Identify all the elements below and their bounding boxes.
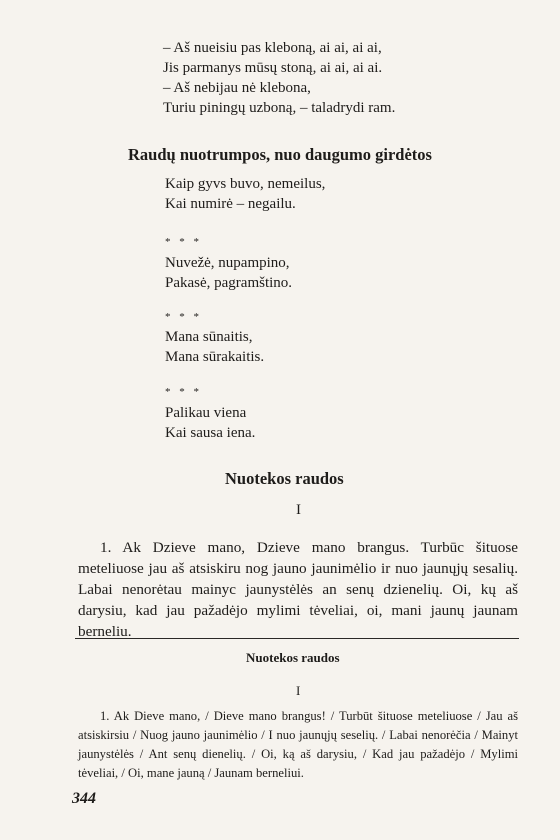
- verse-line: – Aš nebijau nė klebona,: [163, 80, 311, 96]
- verse-line: Mana sūnaitis,: [165, 329, 253, 345]
- section-heading-laments: Nuotekos raudos: [225, 469, 344, 488]
- verse-line: Turiu piningų uzboną, – taladrydi ram.: [163, 100, 396, 116]
- stanza-3: [165, 327, 264, 367]
- stanza-2: [165, 253, 292, 293]
- stanza-4: [165, 403, 255, 443]
- verse-line: Jis parmanys mūsų stoną, ai ai, ai ai.: [163, 60, 383, 76]
- verse-line: Kaip gyvs buvo, nemeilus,: [165, 176, 326, 192]
- stanza-1: [165, 174, 325, 214]
- verse-line: Pakasė, pagramštino.: [165, 275, 293, 291]
- footnote-roman-numeral: I: [296, 683, 301, 698]
- verse-line: – Aš nueisiu pas kleboną, ai ai, ai ai,: [163, 40, 382, 56]
- roman-numeral: I: [296, 502, 301, 518]
- stanza-separator: * * *: [165, 236, 202, 248]
- verse-line: Kai sausa iena.: [165, 425, 256, 441]
- main-paragraph: [78, 537, 518, 642]
- footnote-divider: [75, 638, 519, 639]
- verse-line: Nuvežė, nupampino,: [165, 255, 290, 271]
- footnote-paragraph: 1. Ak Dieve mano, / Dieve mano brangus! / Turbūt šituose meteliuose / Jau aš atsiskirsiu / Nuog jauno jaunimėlio / I nuo jaunųjų seselių. / Labai nenorėčia / Mainyt jaunystėlės / Ant senų dienelių. / Oi, ką aš darysiu, / Kad jau pažadėjo / Mylimi tėveliai, / Oi, mane jauną / Jaunam berneliui.: [78, 709, 518, 780]
- page-number: 344: [72, 790, 96, 807]
- verse-line: Mana sūrakaitis.: [165, 349, 265, 365]
- stanza-separator: * * *: [165, 386, 202, 398]
- verse-line: Kai numirė – negailu.: [165, 196, 296, 212]
- stanza-separator: * * *: [165, 311, 202, 323]
- footnote-heading: Nuotekos raudos: [246, 650, 340, 665]
- paragraph-text: 1. Ak Dzieve mano, Dzieve mano brangus. Turbūc šituose meteliuose jau aš atsiskiru nog jauno jaunimėlio ir nuo jaunųjų sesalių. Labai nenorėtau mainyc jaunystėlės an senų dzienelių. Oi, kų aš darysiu, kad jau pažadėjo mylimi tėveliai, oi, mani jaunų jaunam berneliu.: [78, 539, 518, 640]
- footnote-text: [78, 707, 518, 783]
- section-heading-fragments: Raudų nuotrumpos, nuo daugumo girdėtos: [128, 145, 432, 164]
- verse-line: Palikau viena: [165, 405, 247, 421]
- verse-top: [163, 38, 395, 118]
